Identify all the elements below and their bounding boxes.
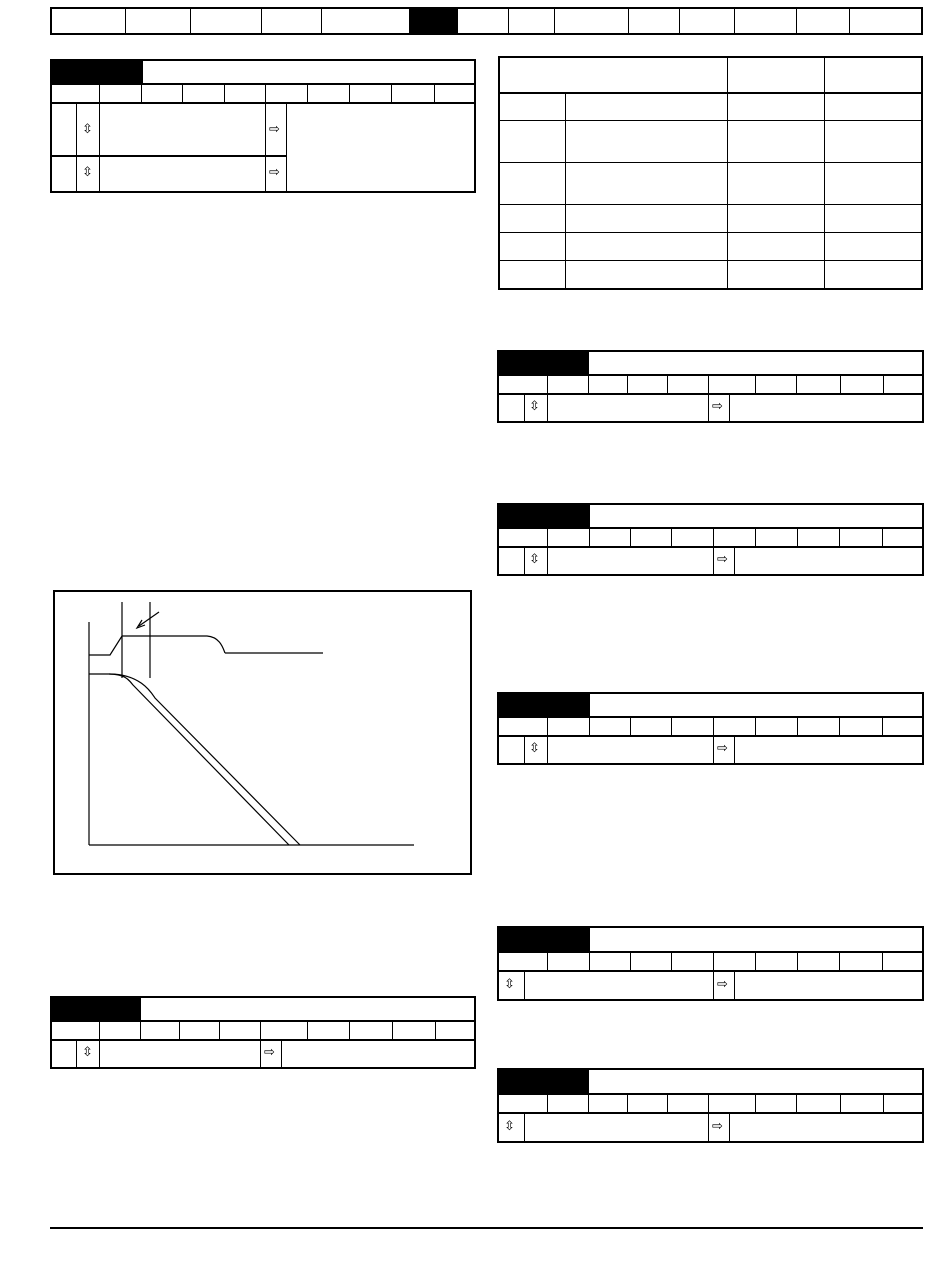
footer-rule — [50, 1227, 923, 1229]
nav-tab-13[interactable] — [796, 9, 849, 33]
nav-tab-7[interactable] — [457, 9, 508, 33]
parameter-block-5 — [497, 926, 924, 1001]
range-arrow-icon: ⇳ — [504, 977, 515, 992]
range-arrow-icon: ⇳ — [529, 399, 540, 414]
nav-tab-11[interactable] — [679, 9, 735, 33]
diagram-figure — [53, 590, 472, 875]
upper-curve-rolloff — [207, 636, 225, 653]
nav-tab-3[interactable] — [190, 9, 261, 33]
parameter-number-tag — [499, 928, 590, 951]
nav-tab-8[interactable] — [508, 9, 554, 33]
default-arrow-icon: ⇨ — [264, 1045, 275, 1060]
default-arrow-icon: ⇨ — [717, 977, 728, 992]
default-arrow-icon: ⇨ — [269, 122, 280, 137]
default-arrow-icon: ⇨ — [717, 741, 728, 756]
range-arrow-icon: ⇳ — [529, 741, 540, 756]
parameter-number-tag — [499, 352, 589, 374]
parameter-number-tag — [499, 1070, 589, 1093]
parameter-header — [499, 505, 922, 529]
parameter-header — [499, 352, 922, 376]
bit-coding-row — [499, 376, 922, 395]
nav-tab-9[interactable] — [554, 9, 628, 33]
parameter-block-4 — [497, 692, 924, 765]
nav-tab-1[interactable] — [52, 9, 125, 33]
lower-curve-a — [109, 674, 289, 845]
bit-coding-row — [52, 1022, 474, 1041]
parameter-block-7 — [497, 1068, 924, 1143]
range-arrow-icon: ⇳ — [82, 122, 93, 137]
parameter-block-1 — [50, 59, 476, 193]
top-navigation-bar — [50, 7, 923, 35]
nav-tab-4[interactable] — [261, 9, 322, 33]
nav-tab-10[interactable] — [628, 9, 679, 33]
default-arrow-icon: ⇨ — [269, 165, 280, 180]
parameter-block-3 — [497, 503, 924, 576]
annotation-leader — [139, 612, 159, 626]
parameter-header — [52, 998, 474, 1022]
parameter-block-2 — [497, 350, 924, 423]
default-arrow-icon: ⇨ — [717, 552, 728, 567]
nav-tab-12[interactable] — [734, 9, 796, 33]
nav-tab-14[interactable] — [849, 9, 921, 33]
upper-curve — [89, 636, 207, 655]
range-arrow-icon: ⇳ — [82, 1045, 93, 1060]
default-arrow-icon: ⇨ — [712, 399, 723, 414]
bit-coding-row — [499, 529, 922, 548]
range-arrow-icon: ⇳ — [529, 552, 540, 567]
nav-tab-2[interactable] — [125, 9, 190, 33]
bit-coding-row — [499, 718, 922, 737]
lower-curve-b — [109, 674, 300, 845]
parameter-header — [499, 928, 922, 953]
range-arrow-icon: ⇳ — [82, 165, 93, 180]
range-arrow-icon: ⇳ — [504, 1119, 515, 1134]
parameter-header — [52, 61, 474, 85]
parameter-header — [499, 694, 922, 718]
values-table — [498, 56, 923, 290]
parameter-number-tag — [499, 694, 590, 716]
parameter-number-tag — [499, 505, 590, 527]
bit-coding-row — [52, 85, 474, 104]
parameter-number-tag — [52, 61, 143, 83]
nav-tab-5[interactable] — [321, 9, 409, 33]
parameter-number-tag — [52, 998, 141, 1020]
default-arrow-icon: ⇨ — [712, 1119, 723, 1134]
bit-coding-row — [499, 953, 922, 972]
bit-coding-row — [499, 1095, 922, 1114]
parameter-block-6 — [50, 996, 476, 1069]
diagram-drawing — [55, 592, 470, 873]
nav-tab-active[interactable] — [409, 9, 457, 33]
parameter-header — [499, 1070, 922, 1095]
